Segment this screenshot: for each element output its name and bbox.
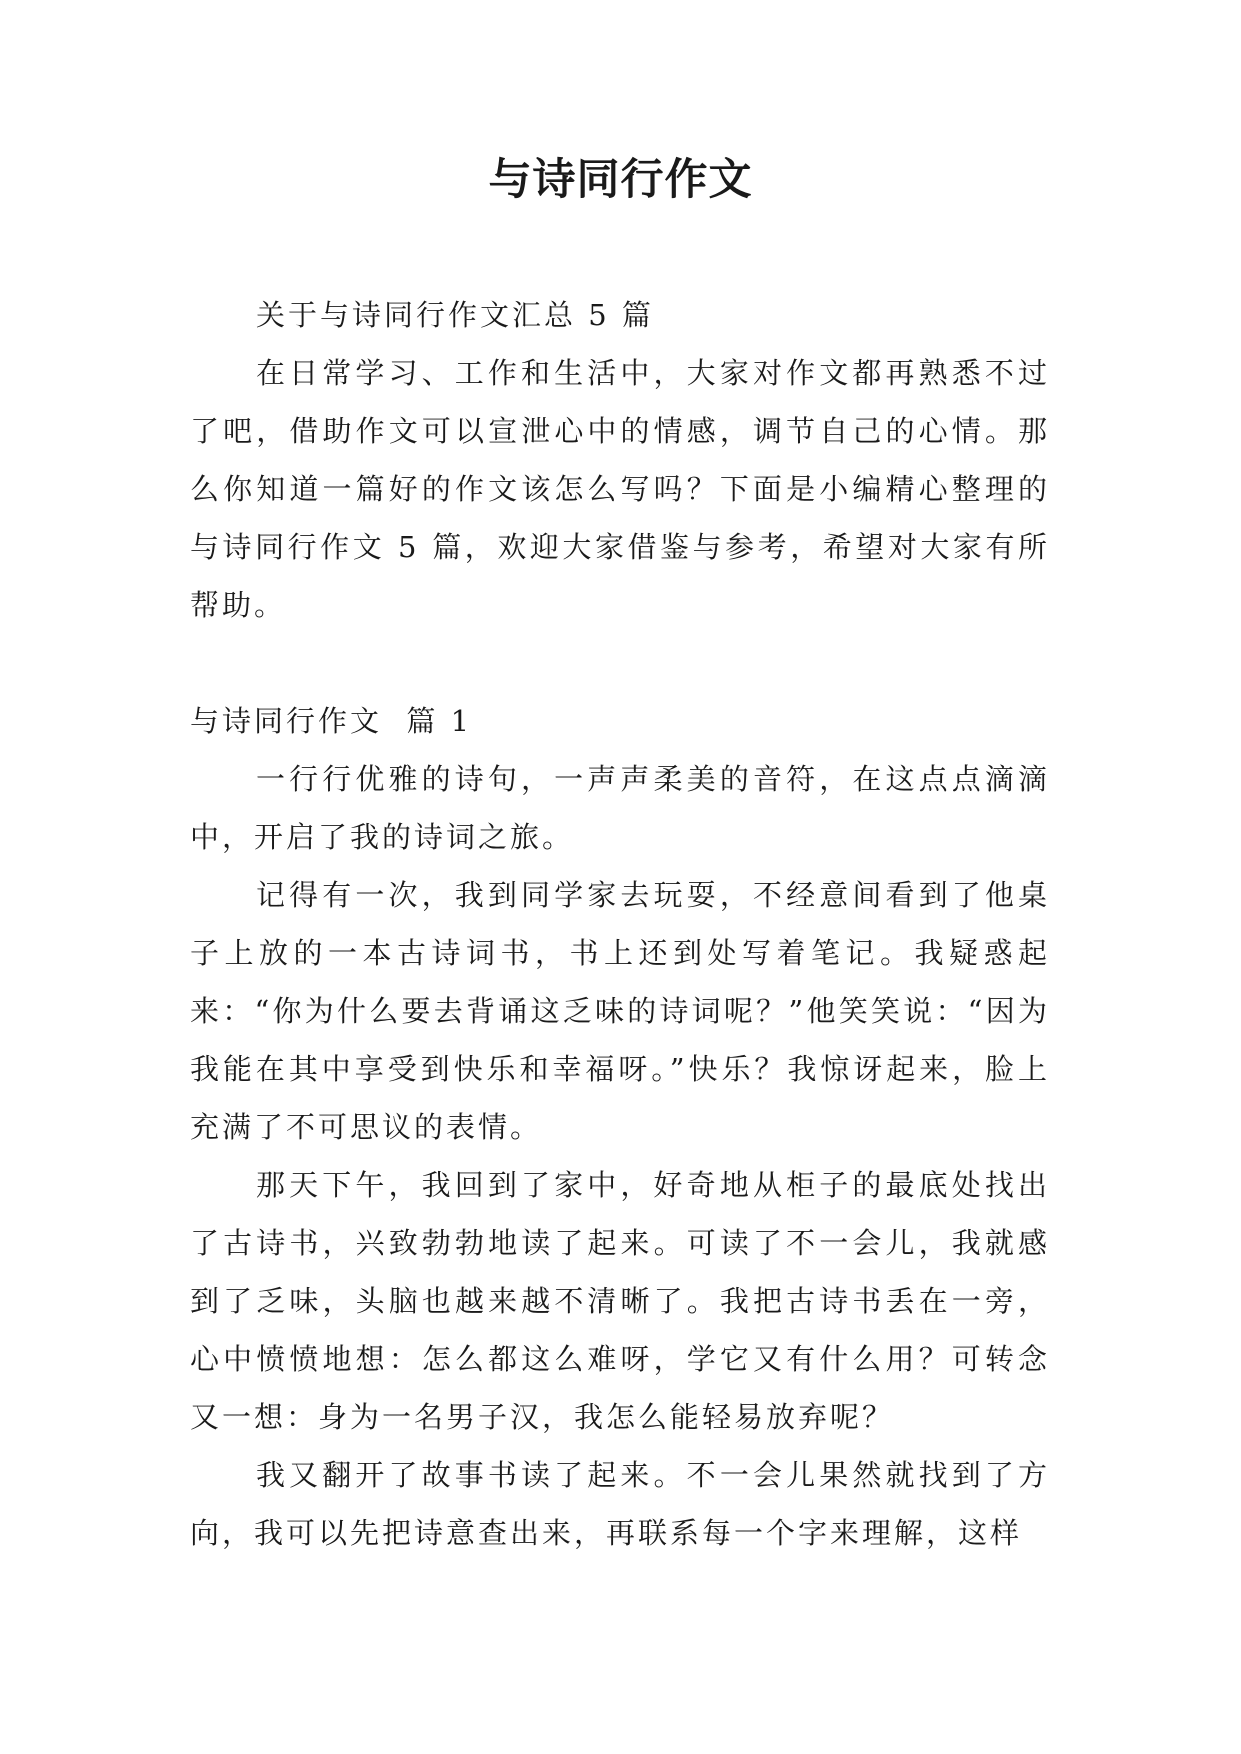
body-paragraph: 记得有一次，我到同学家去玩耍，不经意间看到了他桌子上放的一本古诗词书，书上还到处写着笔记。我疑惑起来：“你为什么要去背诵这乏味的诗词呢？”他笑笑说：“因为我能在其中享受到快乐和幸福呀。”快乐？我惊讶起来，脸上充满了不可思议的表情。 [190,878,1050,1144]
document-subtitle: 关于与诗同行作文汇总 5 篇 [256,298,654,332]
body-paragraph: 我又翻开了故事书读了起来。不一会儿果然就找到了方向，我可以先把诗意查出来，再联系每一个字来理解，这样 [190,1458,1050,1550]
body-paragraph: 那天下午，我回到了家中，好奇地从柜子的最底处找出了古诗书，兴致勃勃地读了起来。可读了不一会儿，我就感到了乏味，头脑也越来越不清晰了。我把古诗书丢在一旁，心中愤愤地想：怎么都这么难呀，学它又有什么用？可转念又一想：身为一名男子汉，我怎么能轻易放弃呢？ [190,1168,1050,1434]
body-paragraph: 一行行优雅的诗句，一声声柔美的音符，在这点点滴滴中，开启了我的诗词之旅。 [190,762,1050,854]
section-spacer [190,634,1050,692]
section-heading: 与诗同行作文 篇 1 [190,704,473,738]
intro-paragraph: 在日常学习、工作和生活中，大家对作文都再熟悉不过了吧，借助作文可以宣泄心中的情感，调节自己的心情。那么你知道一篇好的作文该怎么写吗？下面是小编精心整理的与诗同行作文 5 篇，欢迎大家借鉴与参考，希望对大家有所帮助。 [190,356,1050,622]
document-title: 与诗同行作文 [488,155,753,205]
document-body [190,286,1050,1562]
